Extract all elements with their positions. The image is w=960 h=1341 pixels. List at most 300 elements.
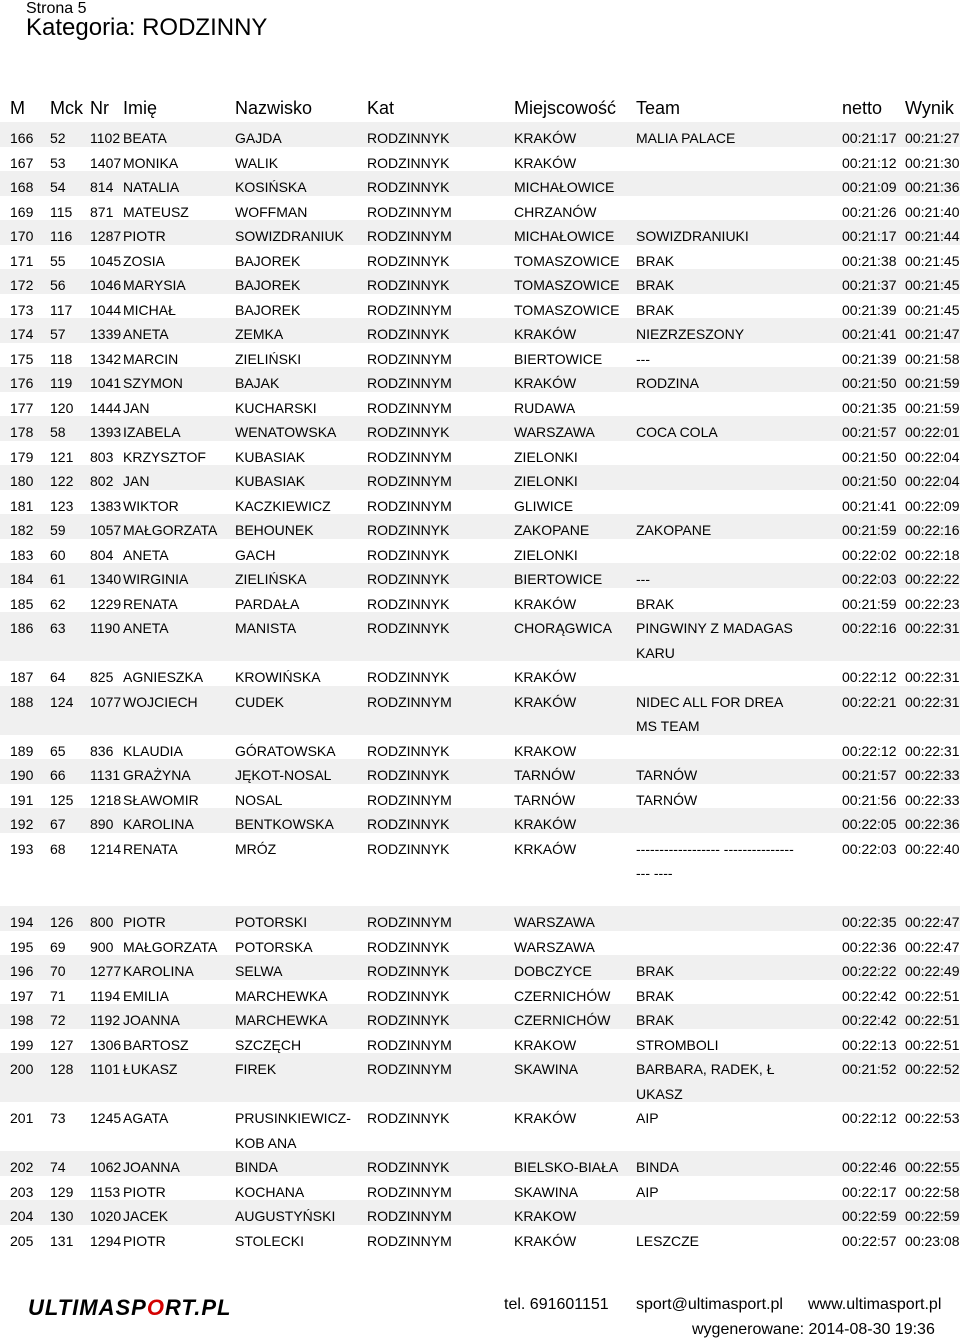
cell-kat: RODZINNYK — [367, 620, 450, 636]
cell-mck: 54 — [50, 179, 66, 195]
cell-netto: 00:21:39 — [842, 301, 897, 318]
cell-netto: 00:22:57 — [842, 1232, 897, 1249]
cell-imie: MARYSIA — [123, 277, 186, 293]
cell-miejsce: 196 — [10, 963, 34, 979]
cell-netto: 00:22:12 — [842, 742, 897, 759]
cell-nr: 1287 — [90, 228, 122, 244]
cell-kat: RODZINNYM — [367, 693, 452, 710]
cell-wynik: 00:21:45 — [905, 252, 960, 269]
cell-mck: 53 — [50, 154, 66, 171]
cell-nazwisko: NOSAL — [235, 791, 283, 808]
cell-nr: 1229 — [90, 595, 122, 612]
cell-kat: RODZINNYK — [367, 154, 450, 171]
table-row — [0, 931, 960, 956]
cell-nr: 900 — [90, 938, 114, 955]
cell-wynik: 00:21:45 — [905, 277, 960, 293]
cell-netto: 00:22:46 — [842, 1159, 897, 1175]
cell-mck: 120 — [50, 399, 74, 416]
cell-wynik: 00:22:01 — [905, 424, 960, 440]
cell-mck: 72 — [50, 1012, 66, 1028]
cell-netto: 00:21:50 — [842, 473, 897, 489]
cell-miejscowosc: KRAKÓW — [514, 1110, 577, 1126]
table-row — [0, 661, 960, 686]
cell-miejscowosc: WARSZAWA — [514, 938, 595, 955]
cell-nr: 1131 — [90, 767, 121, 783]
cell-nazwisko: WOFFMAN — [235, 203, 308, 220]
cell-imie: JACEK — [123, 1208, 169, 1224]
cell-miejsce: 200 — [10, 1061, 34, 1077]
cell-imie: GRAŻYNA — [123, 767, 191, 783]
cell-nr: 1383 — [90, 497, 122, 514]
cell-netto: 00:21:39 — [842, 350, 897, 367]
cell-wynik: 00:23:08 — [905, 1232, 960, 1249]
cell-mck: 60 — [50, 546, 66, 563]
cell-kat: RODZINNYM — [367, 350, 452, 367]
cell-miejsce: 187 — [10, 669, 34, 685]
cell-miejscowosc: CHORĄGWICA — [514, 620, 612, 636]
ultimasport-logo — [28, 1295, 231, 1321]
cell-netto: 00:21:35 — [842, 399, 897, 416]
cell-imie: PIOTR — [123, 228, 166, 244]
cell-miejscowosc: GLIWICE — [514, 497, 574, 514]
cell-miejscowosc: RUDAWA — [514, 399, 576, 416]
cell-miejsce: 166 — [10, 130, 34, 146]
cell-miejscowosc: BIELSKO-BIAŁA — [514, 1159, 619, 1175]
cell-netto: 00:22:42 — [842, 987, 897, 1004]
cell-imie: KLAUDIA — [123, 742, 183, 759]
cell-wynik: 00:22:36 — [905, 816, 960, 832]
cell-wynik: 00:22:52 — [905, 1061, 960, 1077]
cell-team: BRAK — [636, 277, 675, 293]
cell-imie: MARCIN — [123, 350, 179, 367]
cell-mck: 124 — [50, 693, 74, 710]
cell-miejsce: 179 — [10, 448, 34, 465]
cell-team: BRAK — [636, 252, 675, 269]
cell-kat: RODZINNYK — [367, 571, 450, 587]
cell-nr: 836 — [90, 742, 114, 759]
cell-netto: 00:21:52 — [842, 1061, 897, 1077]
cell-miejsce: 183 — [10, 546, 34, 563]
cell-nr: 1192 — [90, 1012, 121, 1028]
cell-mck: 55 — [50, 252, 66, 269]
table-row — [0, 539, 960, 564]
cell-imie: PIOTR — [123, 1232, 166, 1249]
header-nazwisko: Nazwisko — [235, 98, 313, 118]
cell-imie: IZABELA — [123, 424, 181, 440]
logo-text-a: ULTIMASP — [28, 1295, 147, 1320]
cell-miejscowosc: KRAKÓW — [514, 669, 577, 685]
cell-team: BRAK — [636, 301, 675, 318]
cell-kat: RODZINNYM — [367, 1232, 452, 1249]
cell-nazwisko: SELWA — [235, 963, 283, 979]
header-imie: Imię — [123, 98, 158, 118]
cell-team: STROMBOLI — [636, 1036, 719, 1053]
cell-mck: 129 — [50, 1183, 74, 1200]
cell-miejscowosc: CZERNICHÓW — [514, 987, 611, 1004]
header-mck: Mck — [50, 98, 83, 118]
cell-netto: 00:21:41 — [842, 497, 897, 514]
cell-nr: 1153 — [90, 1183, 121, 1200]
cell-kat: RODZINNYK — [367, 669, 450, 685]
cell-miejsce: 168 — [10, 179, 34, 195]
table-row — [0, 1102, 960, 1151]
table-row — [0, 220, 960, 245]
cell-miejsce: 178 — [10, 424, 34, 440]
table-row — [0, 147, 960, 172]
cell-mck: 118 — [50, 350, 73, 367]
footer-email: sport@ultimasport.pl — [636, 1296, 783, 1313]
cell-nazwisko: GÓRATOWSKA — [235, 742, 336, 759]
cell-miejsce: 182 — [10, 522, 34, 538]
cell-miejsce: 197 — [10, 987, 34, 1004]
cell-team: BARBARA, RADEK, Ł UKASZ — [636, 1061, 775, 1102]
cell-team: BRAK — [636, 987, 675, 1004]
cell-miejscowosc: ZIELONKI — [514, 448, 578, 465]
cell-imie: JOANNA — [123, 1159, 180, 1175]
table-row — [0, 686, 960, 735]
cell-mck: 65 — [50, 742, 66, 759]
cell-nr: 1277 — [90, 963, 122, 979]
cell-mck: 70 — [50, 963, 66, 979]
cell-wynik: 00:22:49 — [905, 963, 960, 979]
cell-nazwisko: FIREK — [235, 1061, 277, 1077]
cell-wynik: 00:22:31 — [905, 669, 960, 685]
cell-nazwisko: PARDAŁA — [235, 595, 300, 612]
cell-imie: ŁUKASZ — [123, 1061, 178, 1077]
cell-team: ZAKOPANE — [636, 522, 712, 538]
table-row — [0, 1151, 960, 1176]
cell-nazwisko: KUBASIAK — [235, 473, 306, 489]
cell-miejscowosc: TARNÓW — [514, 791, 576, 808]
cell-imie: NATALIA — [123, 179, 180, 195]
table-row — [0, 269, 960, 294]
cell-miejscowosc: CHRZANÓW — [514, 203, 597, 220]
cell-netto: 00:22:03 — [842, 571, 897, 587]
cell-kat: RODZINNYM — [367, 375, 452, 391]
cell-mck: 69 — [50, 938, 66, 955]
cell-netto: 00:21:09 — [842, 179, 897, 195]
cell-team: BRAK — [636, 1012, 675, 1028]
cell-netto: 00:21:41 — [842, 326, 897, 342]
cell-miejsce: 188 — [10, 693, 34, 710]
cell-nazwisko: BEHOUNEK — [235, 522, 314, 538]
footer-website: www.ultimasport.pl — [808, 1296, 942, 1313]
table-row — [0, 1053, 960, 1102]
cell-nr: 1245 — [90, 1110, 122, 1126]
cell-miejsce: 199 — [10, 1036, 34, 1053]
table-row — [0, 1225, 960, 1250]
cell-kat: RODZINNYK — [367, 742, 450, 759]
cell-kat: RODZINNYK — [367, 252, 450, 269]
cell-nazwisko: STOLECKI — [235, 1232, 304, 1249]
cell-imie: MAŁGORZATA — [123, 522, 218, 538]
cell-nr: 1190 — [90, 620, 121, 636]
cell-netto: 00:22:13 — [842, 1036, 897, 1053]
table-row — [0, 196, 960, 221]
cell-mck: 59 — [50, 522, 66, 538]
cell-netto: 00:21:50 — [842, 375, 897, 391]
cell-wynik: 00:22:33 — [905, 791, 960, 808]
table-row — [0, 980, 960, 1005]
cell-nazwisko: KACZKIEWICZ — [235, 497, 331, 514]
cell-kat: RODZINNYK — [367, 987, 450, 1004]
cell-miejscowosc: ZIELONKI — [514, 546, 578, 563]
table-row — [0, 318, 960, 343]
cell-imie: ANETA — [123, 546, 169, 563]
cell-miejscowosc: TOMASZOWICE — [514, 277, 620, 293]
table-row — [0, 171, 960, 196]
table-row — [0, 563, 960, 588]
cell-miejscowosc: KRAKÓW — [514, 693, 577, 710]
generated-timestamp: wygenerowane: 2014-08-30 19:36 — [692, 1321, 935, 1338]
cell-nr: 825 — [90, 669, 114, 685]
cell-mck: 115 — [50, 203, 73, 220]
cell-nr: 1306 — [90, 1036, 122, 1053]
cell-team: BRAK — [636, 963, 675, 979]
cell-wynik: 00:22:22 — [905, 571, 960, 587]
cell-nazwisko: GAJDA — [235, 130, 282, 146]
cell-nazwisko: MRÓZ — [235, 840, 277, 857]
table-row — [0, 465, 960, 490]
cell-nazwisko: WALIK — [235, 154, 279, 171]
page-label: Strona 5 — [26, 0, 87, 17]
cell-wynik: 00:21:58 — [905, 350, 960, 367]
table-row — [0, 906, 960, 931]
cell-miejscowosc: MICHAŁOWICE — [514, 179, 615, 195]
cell-miejsce: 169 — [10, 203, 34, 220]
cell-netto: 00:21:17 — [842, 228, 897, 244]
cell-kat: RODZINNYM — [367, 1208, 452, 1224]
cell-nazwisko: KOCHANA — [235, 1183, 305, 1200]
cell-kat: RODZINNYM — [367, 448, 452, 465]
header-wynik: Wynik — [905, 98, 954, 118]
cell-wynik: 00:22:16 — [905, 522, 960, 538]
cell-wynik: 00:22:23 — [905, 595, 960, 612]
table-row — [0, 392, 960, 417]
cell-wynik: 00:22:31 — [905, 742, 960, 759]
table-row — [0, 588, 960, 613]
cell-nr: 814 — [90, 179, 114, 195]
table-row — [0, 1200, 960, 1225]
cell-mck: 62 — [50, 595, 66, 612]
cell-miejscowosc: KRAKÓW — [514, 375, 577, 391]
cell-kat: RODZINNYK — [367, 130, 450, 146]
cell-nazwisko: KOSIŃSKA — [235, 179, 307, 195]
cell-imie: EMILIA — [123, 987, 169, 1004]
cell-nr: 871 — [90, 203, 114, 220]
cell-nazwisko: ZIELIŃSKA — [235, 571, 307, 587]
cell-mck: 121 — [50, 448, 74, 465]
cell-miejscowosc: TOMASZOWICE — [514, 301, 620, 318]
cell-imie: RENATA — [123, 595, 178, 612]
cell-mck: 57 — [50, 326, 66, 342]
table-row — [0, 833, 960, 907]
cell-wynik: 00:21:47 — [905, 326, 960, 342]
cell-miejsce: 195 — [10, 938, 34, 955]
cell-netto: 00:22:21 — [842, 693, 897, 710]
cell-nazwisko: POTORSKI — [235, 914, 308, 930]
cell-wynik: 00:22:09 — [905, 497, 960, 514]
cell-mck: 122 — [50, 473, 74, 489]
cell-mck: 127 — [50, 1036, 74, 1053]
cell-netto: 00:21:38 — [842, 252, 897, 269]
cell-imie: MICHAŁ — [123, 301, 176, 318]
cell-kat: RODZINNYK — [367, 963, 450, 979]
cell-wynik: 00:21:36 — [905, 179, 960, 195]
cell-mck: 125 — [50, 791, 74, 808]
cell-miejsce: 167 — [10, 154, 34, 171]
cell-wynik: 00:21:30 — [905, 154, 960, 171]
cell-miejsce: 170 — [10, 228, 34, 244]
cell-imie: MATEUSZ — [123, 203, 189, 220]
header-team: Team — [636, 98, 681, 118]
cell-imie: ANETA — [123, 620, 169, 636]
cell-miejscowosc: ZAKOPANE — [514, 522, 590, 538]
cell-netto: 00:22:36 — [842, 938, 897, 955]
cell-nr: 1407 — [90, 154, 122, 171]
cell-nazwisko: GACH — [235, 546, 276, 563]
table-row — [0, 1004, 960, 1029]
cell-miejsce: 177 — [10, 399, 34, 416]
cell-imie: AGATA — [123, 1110, 169, 1126]
cell-imie: KAROLINA — [123, 963, 194, 979]
cell-imie: MONIKA — [123, 154, 179, 171]
cell-team: BINDA — [636, 1159, 679, 1175]
cell-team: AIP — [636, 1110, 659, 1126]
cell-miejsce: 192 — [10, 816, 34, 832]
cell-imie: JAN — [123, 473, 150, 489]
cell-netto: 00:22:12 — [842, 1110, 897, 1126]
cell-kat: RODZINNYK — [367, 595, 450, 612]
cell-nr: 1062 — [90, 1159, 122, 1175]
cell-imie: AGNIESZKA — [123, 669, 204, 685]
cell-nazwisko: KUBASIAK — [235, 448, 306, 465]
cell-wynik: 00:22:40 — [905, 840, 960, 857]
cell-miejsce: 204 — [10, 1208, 34, 1224]
cell-netto: 00:22:12 — [842, 669, 897, 685]
cell-netto: 00:21:57 — [842, 767, 897, 783]
cell-nazwisko: POTORSKA — [235, 938, 313, 955]
cell-miejscowosc: WARSZAWA — [514, 424, 595, 440]
cell-nr: 1045 — [90, 252, 122, 269]
cell-miejsce: 174 — [10, 326, 34, 342]
cell-nazwisko: WENATOWSKA — [235, 424, 337, 440]
cell-wynik: 00:22:47 — [905, 914, 960, 930]
cell-imie: BARTOSZ — [123, 1036, 189, 1053]
cell-netto: 00:21:50 — [842, 448, 897, 465]
cell-miejsce: 203 — [10, 1183, 34, 1200]
cell-kat: RODZINNYM — [367, 1036, 452, 1053]
cell-nr: 1044 — [90, 301, 122, 318]
cell-wynik: 00:21:44 — [905, 228, 960, 244]
cell-miejsce: 189 — [10, 742, 34, 759]
table-row — [0, 245, 960, 270]
cell-miejsce: 175 — [10, 350, 34, 367]
cell-imie: WOJCIECH — [123, 693, 198, 710]
cell-mck: 128 — [50, 1061, 74, 1077]
cell-netto: 00:22:03 — [842, 840, 897, 857]
cell-kat: RODZINNYM — [367, 791, 452, 808]
header-miejsce: M — [10, 98, 25, 118]
cell-wynik: 00:21:40 — [905, 203, 960, 220]
cell-netto: 00:21:37 — [842, 277, 897, 293]
cell-imie: KRZYSZTOF — [123, 448, 206, 465]
cell-miejscowosc: KRAKÓW — [514, 130, 577, 146]
table-row — [0, 343, 960, 368]
cell-miejscowosc: ZIELONKI — [514, 473, 578, 489]
table-row — [0, 955, 960, 980]
cell-team: BRAK — [636, 595, 675, 612]
cell-kat: RODZINNYK — [367, 816, 450, 832]
cell-miejscowosc: KRAKÓW — [514, 326, 577, 342]
cell-imie: JOANNA — [123, 1012, 180, 1028]
table-row — [0, 490, 960, 515]
cell-mck: 73 — [50, 1110, 66, 1126]
cell-nr: 1340 — [90, 571, 122, 587]
cell-mck: 116 — [50, 228, 73, 244]
cell-netto: 00:22:22 — [842, 963, 897, 979]
cell-wynik: 00:22:04 — [905, 448, 960, 465]
cell-kat: RODZINNYK — [367, 179, 450, 195]
cell-netto: 00:22:16 — [842, 620, 897, 636]
cell-mck: 61 — [50, 571, 66, 587]
cell-miejscowosc: KRAKÓW — [514, 154, 577, 171]
cell-miejsce: 185 — [10, 595, 34, 612]
cell-team: ------------------ ------------------ ---- — [636, 840, 794, 881]
cell-nr: 1041 — [90, 375, 122, 391]
cell-kat: RODZINNYK — [367, 326, 450, 342]
cell-miejscowosc: TOMASZOWICE — [514, 252, 620, 269]
cell-nr: 803 — [90, 448, 114, 465]
cell-wynik: 00:22:04 — [905, 473, 960, 489]
cell-imie: BEATA — [123, 130, 167, 146]
table-row — [0, 612, 960, 661]
cell-wynik: 00:22:33 — [905, 767, 960, 783]
cell-netto: 00:21:57 — [842, 424, 897, 440]
cell-mck: 130 — [50, 1208, 74, 1224]
cell-kat: RODZINNYM — [367, 228, 452, 244]
cell-wynik: 00:22:18 — [905, 546, 960, 563]
cell-wynik: 00:22:31 — [905, 693, 960, 710]
table-row — [0, 514, 960, 539]
cell-miejsce: 191 — [10, 791, 34, 808]
cell-imie: RENATA — [123, 840, 178, 857]
cell-miejsce: 198 — [10, 1012, 34, 1028]
results-table — [0, 122, 960, 1249]
table-row — [0, 735, 960, 760]
cell-wynik: 00:21:59 — [905, 375, 960, 391]
cell-miejscowosc: TARNÓW — [514, 767, 576, 783]
cell-wynik: 00:22:55 — [905, 1159, 960, 1175]
cell-kat: RODZINNYM — [367, 497, 452, 514]
cell-nazwisko: BINDA — [235, 1159, 278, 1175]
cell-miejsce: 180 — [10, 473, 34, 489]
cell-wynik: 00:22:51 — [905, 1036, 960, 1053]
cell-kat: RODZINNYK — [367, 1110, 450, 1126]
cell-nr: 1194 — [90, 987, 121, 1004]
cell-miejsce: 184 — [10, 571, 34, 587]
table-row — [0, 441, 960, 466]
cell-team: MALIA PALACE — [636, 130, 736, 146]
table-row — [0, 367, 960, 392]
cell-netto: 00:21:56 — [842, 791, 897, 808]
cell-team: NIEZRZESZONY — [636, 326, 745, 342]
cell-netto: 00:22:42 — [842, 1012, 897, 1028]
cell-mck: 58 — [50, 424, 66, 440]
cell-wynik: 00:22:51 — [905, 987, 960, 1004]
cell-miejscowosc: KRAKOW — [514, 742, 577, 759]
table-row — [0, 1176, 960, 1201]
